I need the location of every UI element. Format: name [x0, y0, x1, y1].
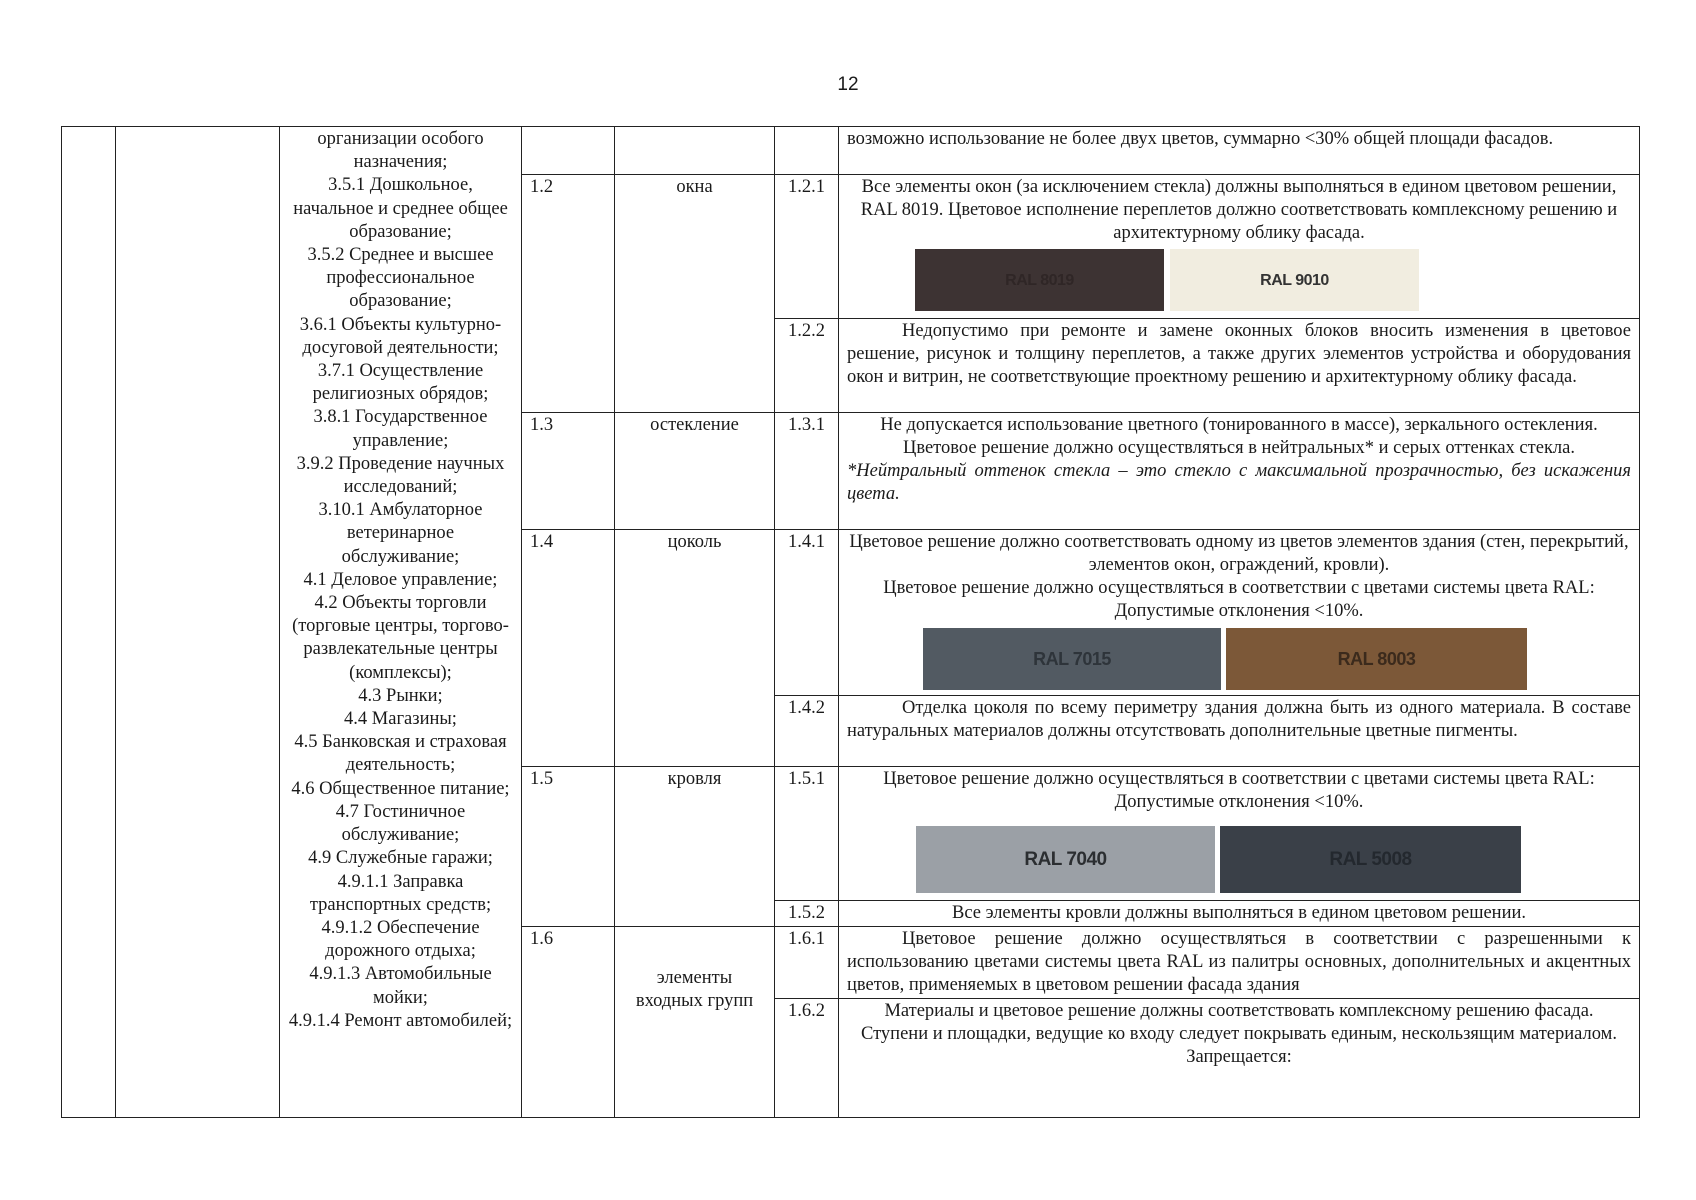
section-number-1-2: 1.2: [522, 175, 615, 413]
empty-sub-cell: [775, 127, 839, 175]
page-number: 12: [837, 74, 859, 95]
plinth-material-text: Отделка цоколя по всему периметру здания должна быть из одного материала. В составе натуральных материалов должны отсутствовать дополнительные цветные пигменты.: [847, 698, 1631, 741]
ral-swatch-9010: [1170, 249, 1419, 311]
ral-swatch-8003: [1226, 628, 1527, 690]
requirements-table: [61, 126, 1640, 1118]
item-text-1-2-2: [839, 319, 1640, 413]
empty-cell-2: [116, 127, 280, 1118]
item-number-1-6-2: 1.6.2: [775, 999, 839, 1118]
entrance-steps-text: Ступени и площадки, ведущие ко входу следует покрывать единым, нескользящим материалом.: [861, 1024, 1617, 1044]
item-number-1-5-2: 1.5.2: [775, 901, 839, 927]
windows-restriction-text: Недопустимо при ремонте и замене оконных блоков вносить изменения в цветовое решение, рисунок и толщину переплетов, а также других элементов устройства и оборудования окон и витрин, не соответствующие проектному решению и архитектурному облику фасада.: [847, 321, 1631, 387]
ral-label: RAL 5008: [1329, 849, 1412, 870]
empty-name-cell: [615, 127, 775, 175]
ral-swatch-8019: [915, 249, 1164, 311]
empty-cell-1: [62, 127, 116, 1118]
item-number-1-2-1: 1.2.1: [775, 175, 839, 319]
glazing-text-1: Не допускается использование цветного (тонированного в массе), зеркального остекления.: [880, 415, 1598, 435]
continued-text: возможно использование не более двух цветов, суммарно <30% общей площади фасадов.: [847, 129, 1554, 149]
roof-color-text: Цветовое решение должно осуществляться в соответствии с цветами системы цвета RAL: Допустимые отклонения <10%.: [883, 769, 1595, 812]
permitted-use-list: [280, 127, 522, 1118]
plinth-text-2: Цветовое решение должно осуществляться в соответствии с цветами системы цвета RAL: Допустимые отклонения <10%.: [883, 578, 1595, 621]
item-text-1-2-1: [839, 175, 1640, 319]
ral-label: RAL 7040: [1024, 849, 1107, 870]
item-number-1-4-1: 1.4.1: [775, 530, 839, 696]
entrance-color-text: Цветовое решение должно осуществляться в соответствии с разрешенными к использованию цветами системы цвета RAL из палитры основных, дополнительных и акцентных цветов, применяемых в цветовом решении фасада здания: [847, 929, 1631, 995]
plinth-text-1: Цветовое решение должно соответствовать одному из цветов элементов здания (стен, перекрытий, элементов окон, ограждений, кровли).: [849, 532, 1629, 575]
entrance-prohibited-text: Запрещается:: [1186, 1047, 1292, 1067]
item-number-1-5-1: 1.5.1: [775, 767, 839, 901]
ral-label: RAL 8003: [1337, 648, 1416, 669]
item-text-1-4-1: [839, 530, 1640, 696]
empty-num-cell: [522, 127, 615, 175]
section-name-plinth: цоколь: [615, 530, 775, 767]
plinth-swatches: [843, 628, 1635, 690]
section-name-windows: окна: [615, 175, 775, 413]
ral-label: RAL 8019: [1005, 271, 1074, 289]
item-text-1-6-2: [839, 999, 1640, 1118]
ral-label: RAL 7015: [1033, 648, 1111, 669]
section-number-1-3: 1.3: [522, 413, 615, 530]
section-name-glazing: остекление: [615, 413, 775, 530]
entrance-materials-text: Материалы и цветовое решение должны соответствовать комплексному решению фасада.: [884, 1001, 1594, 1021]
item-number-1-6-1: 1.6.1: [775, 927, 839, 999]
item-text-1-3-1: [839, 413, 1640, 530]
ral-swatch-7015: [923, 628, 1221, 690]
section-number-1-4: 1.4: [522, 530, 615, 767]
item-text-1-5-2: [839, 901, 1640, 927]
glazing-text-2: Цветовое решение должно осуществляться в нейтральных* и серых оттенках стекла.: [902, 438, 1576, 458]
roof-uniform-text: Все элементы кровли должны выполняться в едином цветовом решении.: [951, 903, 1526, 923]
glazing-footnote: *Нейтральный оттенок стекла – это стекло с максимальной прозрачностью, без искажения цвета.: [847, 461, 1631, 504]
roof-swatches: [843, 826, 1635, 893]
section-number-1-5: 1.5: [522, 767, 615, 927]
item-text-1-5-1: [839, 767, 1640, 901]
section-name-entrance: элементы входных групп: [615, 927, 775, 1118]
permitted-use-text: организации особого назначения; 3.5.1 Дошкольное, начальное и среднее общее образование; 3.5.2 Среднее и высшее профессиональное образование; 3.6.1 Объекты культурно-досуговой деятельности; 3.7.1 Осуществление религиозных обрядов; 3.8.1 Государственное управление; 3.9.2 Проведение научных исследований; 3.10.1 Амбулаторное ветеринарное обслуживание; 4.1 Деловое управление; 4.2 Объекты торговли (торговые центры, торгово-развлекательные центры (комплексы); 4.3 Рынки; 4.4 Магазины; 4.5 Банковская и страховая деятельность; 4.6 Общественное питание; 4.7 Гостиничное обслуживание; 4.9 Служебные гаражи; 4.9.1.1 Заправка транспортных средств; 4.9.1.2 Обеспечение дорожного отдыха; 4.9.1.3 Автомобильные мойки; 4.9.1.4 Ремонт автомобилей;: [288, 129, 513, 1031]
item-number-1-2-2: 1.2.2: [775, 319, 839, 413]
item-text-1-4-2: [839, 696, 1640, 767]
ral-swatch-7040: [916, 826, 1215, 893]
item-number-1-3-1: 1.3.1: [775, 413, 839, 530]
windows-color-text: Все элементы окон (за исключением стекла) должны выполняться в едином цветовом решении, RAL 8019. Цветовое исполнение переплетов должно соответствовать комплексному решению и архитектурному облику фасада.: [860, 177, 1618, 243]
ral-swatch-5008: [1220, 826, 1521, 893]
section-number-1-6: 1.6: [522, 927, 615, 1118]
item-number-1-4-2: 1.4.2: [775, 696, 839, 767]
continued-text-cell: [839, 127, 1640, 175]
section-name-roof: кровля: [615, 767, 775, 927]
item-text-1-6-1: [839, 927, 1640, 999]
ral-label: RAL 9010: [1260, 271, 1329, 289]
windows-swatches: [847, 249, 1631, 311]
